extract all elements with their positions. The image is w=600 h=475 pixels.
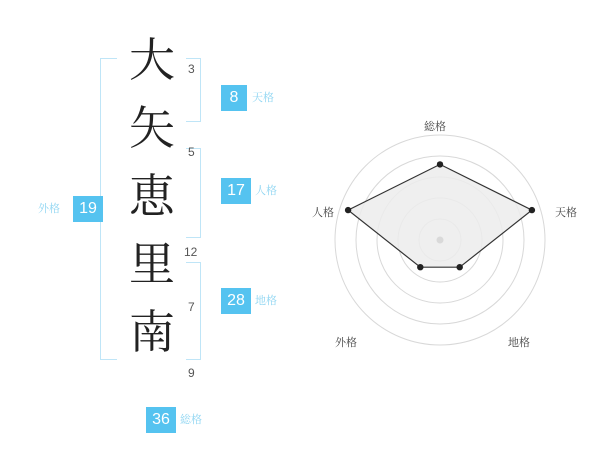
score-tenkaku-label: 天格 [252,92,274,104]
axis-label-jinkaku: 人格 [312,207,334,219]
axis-label-soukaku: 総格 [424,121,446,133]
kanji-char-2: 矢 [129,101,175,155]
score-jinkaku-label: 人格 [255,185,277,197]
axis-label-tenkaku: 天格 [555,207,577,219]
stroke-count-1: 3 [188,62,195,76]
kanji-column [118,26,186,366]
score-jinkaku-value: 17 [221,178,251,204]
stroke-count-4: 7 [188,300,195,314]
jinkaku-bracket [186,148,201,238]
stroke-count-2: 5 [188,145,195,159]
score-chikaku-value: 28 [221,288,251,314]
stroke-count-5: 9 [188,366,195,380]
axis-label-chikaku: 地格 [508,337,530,349]
score-chikaku-label: 地格 [255,295,277,307]
kanji-char-4: 里 [129,237,175,291]
stroke-count-3: 12 [184,245,198,259]
kanji-char-3: 恵 [129,169,175,223]
radar-chart [300,0,600,470]
kanji-char-1: 大 [129,33,175,87]
score-gaikaku-label: 外格 [38,203,60,215]
score-soukaku-value: 36 [146,407,176,433]
name-stroke-panel [0,0,300,470]
score-gaikaku-value: 19 [73,196,103,222]
score-soukaku-label: 総格 [180,414,202,426]
axis-label-gaikaku: 外格 [335,337,357,349]
score-tenkaku-value: 8 [221,85,247,111]
radar-chart-panel [300,0,600,470]
kanji-char-5: 南 [129,305,175,359]
